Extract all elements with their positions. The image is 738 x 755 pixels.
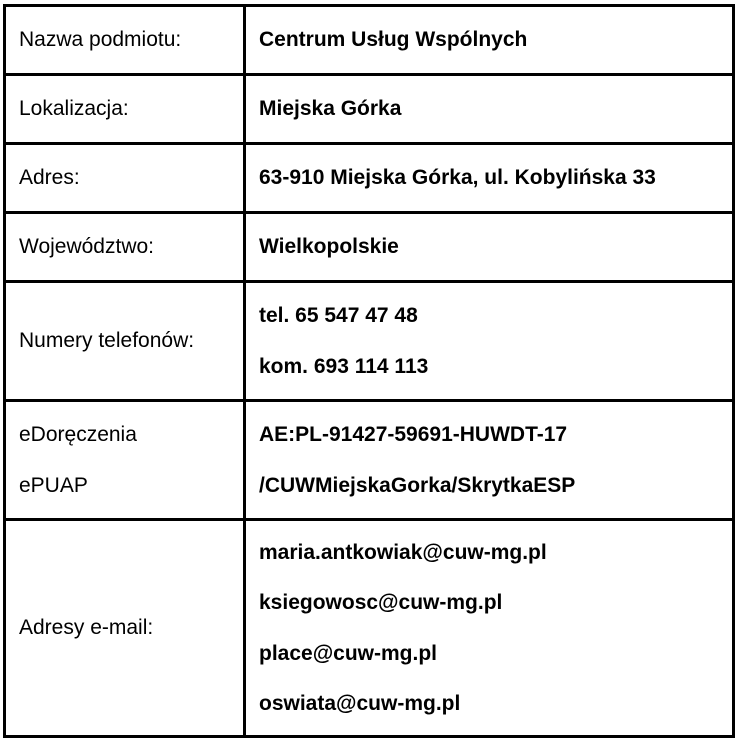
table-row-entity-name — [5, 6, 734, 75]
epuap-address: /CUWMiejskaGorka/SkrytkaESP — [259, 473, 576, 497]
label-edelivery — [5, 401, 245, 520]
value-emails — [245, 520, 734, 737]
phone-landline: tel. 65 547 47 48 — [259, 304, 418, 328]
value-entity-name: Centrum Usług Wspólnych — [245, 6, 734, 75]
label-address: Adres: — [5, 144, 245, 213]
email-address: oswiata@cuw-mg.pl — [259, 691, 461, 715]
label-location: Lokalizacja: — [5, 75, 245, 144]
label-epuap: ePUAP — [19, 473, 88, 497]
table-row-address — [5, 144, 734, 213]
label-phones: Numery telefonów: — [5, 282, 245, 401]
email-address: ksiegowosc@cuw-mg.pl — [259, 591, 503, 615]
table-row-voivodeship — [5, 213, 734, 282]
label-entity-name: Nazwa podmiotu: — [5, 6, 245, 75]
value-address: 63-910 Miejska Górka, ul. Kobylińska 33 — [245, 144, 734, 213]
table-row-phones — [5, 282, 734, 401]
label-emails: Adresy e-mail: — [5, 520, 245, 737]
email-address: maria.antkowiak@cuw-mg.pl — [259, 541, 547, 565]
phone-mobile: kom. 693 114 113 — [259, 354, 429, 378]
edoreczenia-address: AE:PL-91427-59691-HUWDT-17 — [259, 423, 568, 447]
value-phones — [245, 282, 734, 401]
value-edelivery — [245, 401, 734, 520]
value-voivodeship: Wielkopolskie — [245, 213, 734, 282]
value-location: Miejska Górka — [245, 75, 734, 144]
contact-info-table — [3, 4, 735, 738]
label-voivodeship: Województwo: — [5, 213, 245, 282]
label-edoreczenia: eDoręczenia — [19, 423, 137, 447]
contact-info-table-container — [3, 4, 735, 738]
table-row-location — [5, 75, 734, 144]
email-address: place@cuw-mg.pl — [259, 641, 438, 665]
table-row-edelivery — [5, 401, 734, 520]
table-row-emails — [5, 520, 734, 737]
